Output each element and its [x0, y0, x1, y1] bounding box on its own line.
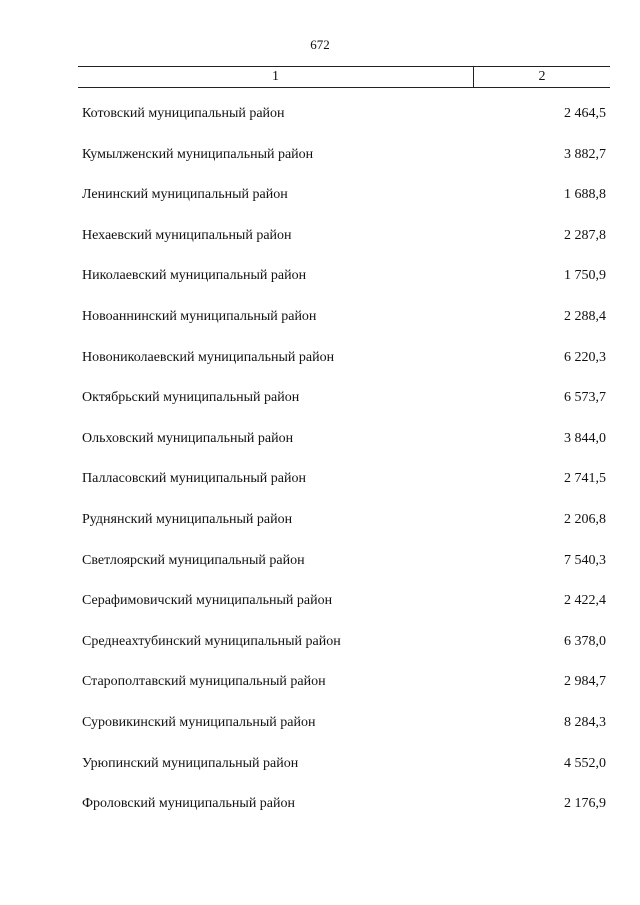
district-value: 1 750,9	[564, 268, 606, 284]
table-body	[82, 106, 606, 837]
district-name: Нехаевский муниципальный район	[82, 227, 292, 243]
district-name: Котовский муниципальный район	[82, 106, 285, 121]
district-value: 4 552,0	[564, 755, 606, 771]
table-row	[82, 756, 606, 797]
table-row	[82, 106, 606, 147]
table-row	[82, 228, 606, 269]
district-name: Серафимовичский муниципальный район	[82, 593, 333, 609]
district-value: 3 882,7	[564, 146, 606, 162]
district-name: Новониколаевский муниципальный район	[82, 349, 335, 365]
column-header-1: 1	[78, 67, 474, 87]
district-value: 2 741,5	[564, 471, 606, 487]
district-value: 6 378,0	[564, 633, 606, 649]
table-row	[82, 390, 606, 431]
table-row	[82, 796, 606, 837]
table-row	[82, 553, 606, 594]
column-header-2: 2	[538, 69, 546, 84]
table-row	[82, 715, 606, 756]
district-name: Ольховский муниципальный район	[82, 430, 294, 446]
table-row	[82, 674, 606, 715]
district-name: Октябрьский муниципальный район	[82, 390, 300, 406]
table-row	[82, 187, 606, 228]
table-row	[82, 268, 606, 309]
table-row	[82, 593, 606, 634]
district-value: 2 176,9	[564, 796, 606, 812]
district-name: Новоаннинский муниципальный район	[82, 308, 317, 324]
district-name: Кумылженский муниципальный район	[82, 146, 314, 162]
district-value: 2 206,8	[564, 511, 606, 527]
district-name: Николаевский муниципальный район	[82, 268, 307, 284]
district-value: 6 573,7	[564, 390, 606, 406]
table-row	[82, 634, 606, 675]
table-row	[82, 350, 606, 391]
table-row	[82, 471, 606, 512]
district-name: Руднянский муниципальный район	[82, 511, 293, 527]
district-name: Урюпинский муниципальный район	[82, 755, 299, 771]
district-value: 2 287,8	[564, 227, 606, 243]
table-header	[78, 66, 610, 88]
district-value: 1 688,8	[564, 187, 606, 203]
district-value: 2 984,7	[564, 674, 606, 690]
district-name: Фроловский муниципальный район	[82, 796, 296, 812]
district-name: Светлоярский муниципальный район	[82, 552, 305, 568]
table-row	[82, 431, 606, 472]
page-number: 672	[310, 37, 330, 52]
district-name: Суровикинский муниципальный район	[82, 714, 316, 730]
district-name: Старополтавский муниципальный район	[82, 674, 326, 690]
district-value: 2 422,4	[564, 593, 606, 609]
district-value: 6 220,3	[564, 349, 606, 365]
district-value: 2 288,4	[564, 308, 606, 324]
table-row	[82, 309, 606, 350]
district-value: 8 284,3	[564, 714, 606, 730]
district-value: 3 844,0	[564, 430, 606, 446]
district-value: 2 464,5	[564, 106, 606, 121]
district-name: Среднеахтубинский муниципальный район	[82, 633, 341, 649]
district-name: Палласовский муниципальный район	[82, 471, 306, 487]
district-name: Ленинский муниципальный район	[82, 187, 288, 203]
table-row	[82, 147, 606, 188]
table-row	[82, 512, 606, 553]
district-value: 7 540,3	[564, 552, 606, 568]
